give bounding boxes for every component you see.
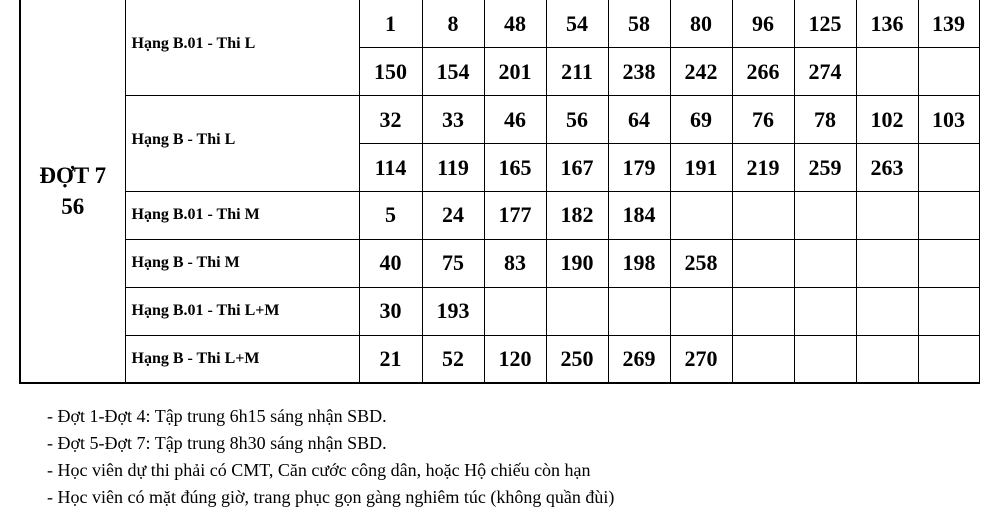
candidate-number: 191: [670, 144, 732, 192]
candidate-number: [918, 239, 979, 287]
candidate-number: 30: [359, 287, 422, 335]
candidate-number: 165: [484, 144, 546, 192]
candidate-number: [670, 287, 732, 335]
candidate-number: [608, 287, 670, 335]
note-item: - Học viên có mặt đúng giờ, trang phục gọn gàng nghiêm túc (không quần đùi): [47, 487, 615, 507]
candidate-number: 83: [484, 239, 546, 287]
category-label: Hạng B - Thi M: [125, 239, 359, 287]
batch-name: ĐỢT 7: [39, 162, 107, 188]
candidate-number: 48: [484, 0, 546, 48]
table-row: [20, 192, 979, 240]
candidate-number: [856, 192, 918, 240]
candidate-number: [856, 335, 918, 383]
candidate-number: [546, 287, 608, 335]
candidate-number: 64: [608, 96, 670, 144]
candidate-number: 69: [670, 96, 732, 144]
candidate-number: 58: [608, 0, 670, 48]
category-label: Hạng B.01 - Thi M: [125, 192, 359, 240]
table-row: [20, 239, 979, 287]
candidate-number: 52: [422, 335, 484, 383]
batch-count: 56: [61, 194, 85, 219]
candidate-number: [732, 287, 794, 335]
candidate-number: [732, 192, 794, 240]
candidate-number: 167: [546, 144, 608, 192]
candidate-number: 40: [359, 239, 422, 287]
candidate-number: 54: [546, 0, 608, 48]
candidate-number: 201: [484, 48, 546, 96]
candidate-number: [794, 239, 856, 287]
candidate-number: 75: [422, 239, 484, 287]
candidate-number: 5: [359, 192, 422, 240]
candidate-number: [918, 192, 979, 240]
candidate-number: [918, 144, 979, 192]
note-item: - Học viên dự thi phải có CMT, Căn cước công dân, hoặc Hộ chiếu còn hạn: [47, 460, 591, 480]
candidate-number: 1: [359, 0, 422, 48]
candidate-number: 270: [670, 335, 732, 383]
table-row: [20, 0, 979, 48]
note-item: - Đợt 5-Đợt 7: Tập trung 8h30 sáng nhận SBD.: [47, 433, 387, 453]
candidate-number: 182: [546, 192, 608, 240]
candidate-number: 263: [856, 144, 918, 192]
candidate-number: 193: [422, 287, 484, 335]
candidate-number: 177: [484, 192, 546, 240]
candidate-number: 136: [856, 0, 918, 48]
candidate-number: 8: [422, 0, 484, 48]
candidate-number: [794, 192, 856, 240]
candidate-number: [856, 239, 918, 287]
candidate-number: 266: [732, 48, 794, 96]
candidate-number: 56: [546, 96, 608, 144]
candidate-number: 139: [918, 0, 979, 48]
candidate-number: 211: [546, 48, 608, 96]
category-label: Hạng B - Thi L: [125, 96, 359, 192]
candidate-number: 258: [670, 239, 732, 287]
candidate-number: 150: [359, 48, 422, 96]
candidate-number: 96: [732, 0, 794, 48]
candidate-number: [732, 335, 794, 383]
exam-schedule-table: [19, 0, 980, 384]
candidate-number: [918, 287, 979, 335]
candidate-number: 125: [794, 0, 856, 48]
candidate-number: 78: [794, 96, 856, 144]
candidate-number: 242: [670, 48, 732, 96]
candidate-number: 102: [856, 96, 918, 144]
note-item: - Đợt 1-Đợt 4: Tập trung 6h15 sáng nhận SBD.: [47, 406, 387, 426]
candidate-number: [732, 239, 794, 287]
candidate-number: 250: [546, 335, 608, 383]
candidate-number: [856, 287, 918, 335]
candidate-number: 190: [546, 239, 608, 287]
table-row: [20, 335, 979, 383]
candidate-number: 46: [484, 96, 546, 144]
candidate-number: 269: [608, 335, 670, 383]
candidate-number: 219: [732, 144, 794, 192]
candidate-number: [794, 335, 856, 383]
table-row: [20, 96, 979, 144]
candidate-number: 76: [732, 96, 794, 144]
candidate-number: [484, 287, 546, 335]
candidate-number: 184: [608, 192, 670, 240]
candidate-number: [856, 48, 918, 96]
candidate-number: 33: [422, 96, 484, 144]
category-label: Hạng B.01 - Thi L+M: [125, 287, 359, 335]
candidate-number: [794, 287, 856, 335]
candidate-number: 274: [794, 48, 856, 96]
candidate-number: 32: [359, 96, 422, 144]
category-label: Hạng B.01 - Thi L: [125, 0, 359, 96]
candidate-number: [918, 335, 979, 383]
exam-schedule-body: [20, 0, 979, 383]
batch-cell: [20, 0, 125, 383]
notes-list: [47, 403, 614, 511]
candidate-number: 80: [670, 0, 732, 48]
candidate-number: 103: [918, 96, 979, 144]
candidate-number: 120: [484, 335, 546, 383]
candidate-number: 259: [794, 144, 856, 192]
category-label: Hạng B - Thi L+M: [125, 335, 359, 383]
candidate-number: 21: [359, 335, 422, 383]
candidate-number: 198: [608, 239, 670, 287]
candidate-number: [918, 48, 979, 96]
candidate-number: 114: [359, 144, 422, 192]
candidate-number: 179: [608, 144, 670, 192]
candidate-number: 119: [422, 144, 484, 192]
candidate-number: [670, 192, 732, 240]
candidate-number: 154: [422, 48, 484, 96]
table-row: [20, 287, 979, 335]
candidate-number: 24: [422, 192, 484, 240]
candidate-number: 238: [608, 48, 670, 96]
